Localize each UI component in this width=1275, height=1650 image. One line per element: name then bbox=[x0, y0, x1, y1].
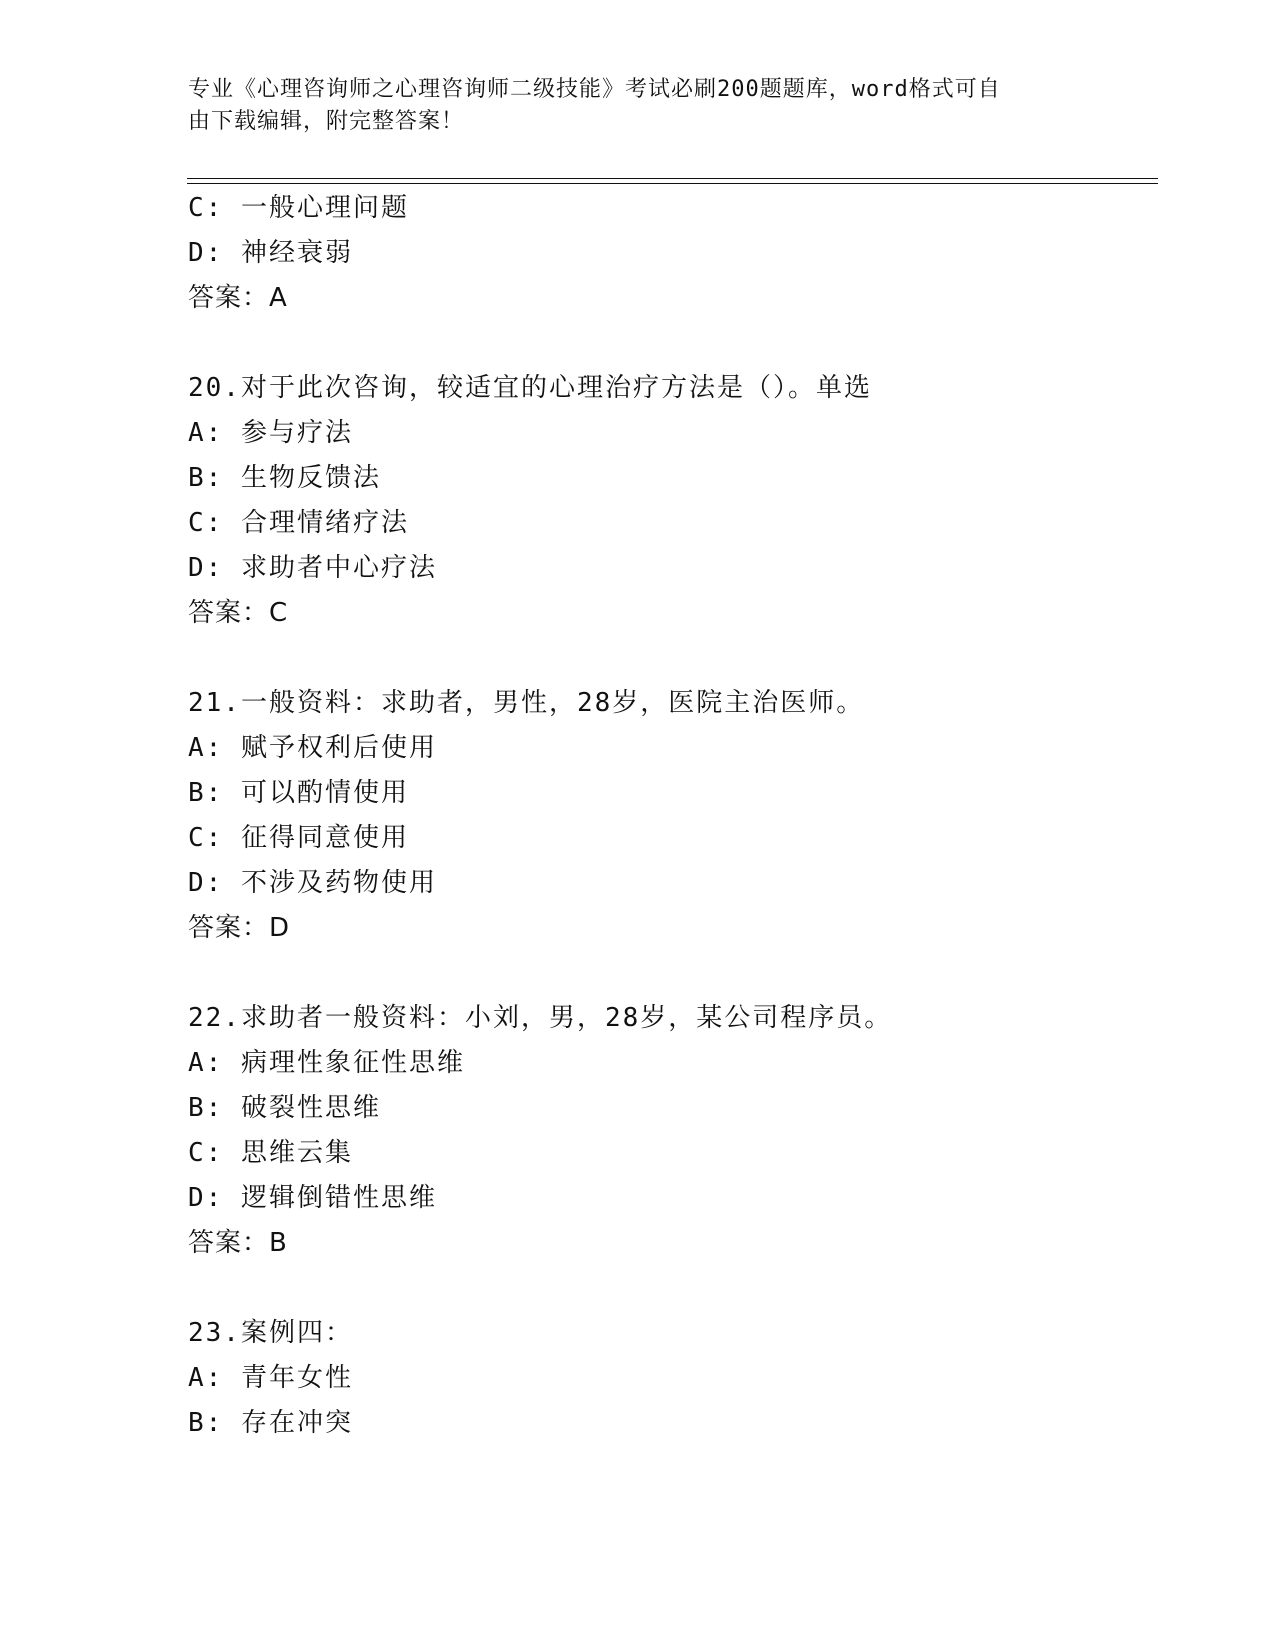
q20-option-a: A: 参与疗法 bbox=[188, 418, 353, 448]
q19-option-c: C: 一般心理问题 bbox=[188, 193, 409, 223]
q22-option-c: C: 思维云集 bbox=[188, 1138, 353, 1168]
q20-answer: 答案：C bbox=[188, 598, 289, 628]
q19-option-d: D: 神经衰弱 bbox=[188, 238, 353, 268]
q21-question: 21.一般资料：求助者，男性，28岁，医院主治医师。 bbox=[188, 688, 865, 718]
header-line-2: 由下载编辑，附完整答案！ bbox=[188, 109, 465, 134]
q21-option-a: A: 赋予权利后使用 bbox=[188, 733, 437, 763]
header-divider-top bbox=[187, 178, 1158, 179]
q21-option-b: B: 可以酌情使用 bbox=[188, 778, 409, 808]
q22-option-b: B: 破裂性思维 bbox=[188, 1093, 381, 1123]
q21-answer: 答案：D bbox=[188, 913, 291, 943]
q20-question: 20.对于此次咨询，较适宜的心理治疗方法是（）。单选 bbox=[188, 373, 872, 403]
q23-question: 23.案例四： bbox=[188, 1318, 353, 1348]
q20-option-b: B: 生物反馈法 bbox=[188, 463, 381, 493]
header-divider-bottom bbox=[187, 183, 1158, 184]
q23-option-a: A: 青年女性 bbox=[188, 1363, 353, 1393]
q20-option-d: D: 求助者中心疗法 bbox=[188, 553, 437, 583]
q22-option-a: A: 病理性象征性思维 bbox=[188, 1048, 465, 1078]
q21-option-d: D: 不涉及药物使用 bbox=[188, 868, 437, 898]
q20-option-c: C: 合理情绪疗法 bbox=[188, 508, 409, 538]
q21-option-c: C: 征得同意使用 bbox=[188, 823, 409, 853]
q23-option-b: B: 存在冲突 bbox=[188, 1408, 353, 1438]
document-header bbox=[188, 74, 1088, 138]
q22-answer: 答案：B bbox=[188, 1228, 288, 1258]
q22-option-d: D: 逻辑倒错性思维 bbox=[188, 1183, 437, 1213]
q22-question: 22.求助者一般资料：小刘，男，28岁，某公司程序员。 bbox=[188, 1003, 893, 1033]
q19-answer: 答案：A bbox=[188, 283, 288, 313]
header-line-1: 专业《心理咨询师之心理咨询师二级技能》考试必刷200题题库，word格式可自 bbox=[188, 77, 1001, 102]
